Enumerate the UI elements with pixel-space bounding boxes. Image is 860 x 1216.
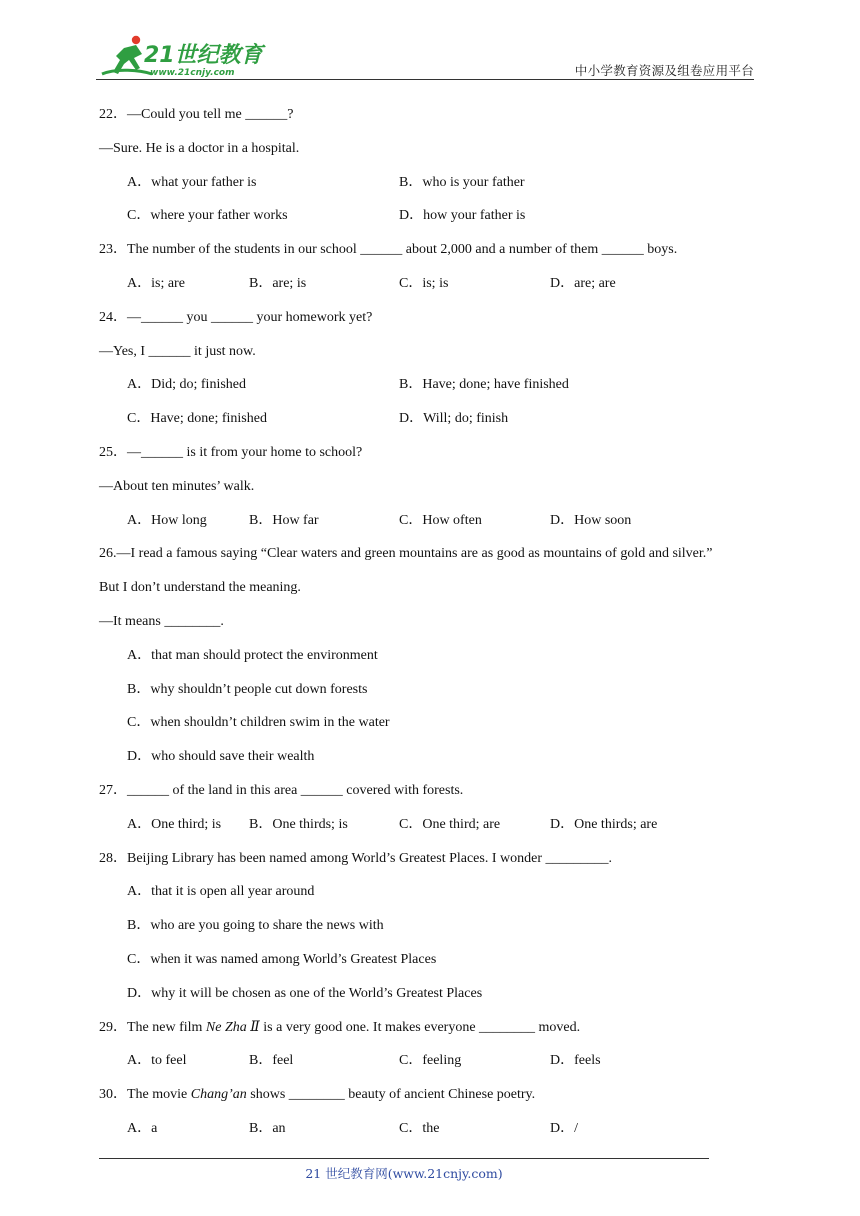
question-stem: 28．Beijing Library has been named among World’s Greatest Places. I wonder _________. xyxy=(99,850,612,866)
question-stem: —It means ________. xyxy=(99,613,224,629)
answer-option[interactable]: A．to feel xyxy=(127,1053,187,1069)
stem-text: is a very good one. It makes everyone ________ moved. xyxy=(259,1019,581,1035)
question-stem: 22．—Could you tell me ______? xyxy=(99,107,294,122)
answer-option[interactable]: D．how your father is xyxy=(399,208,526,224)
options-row xyxy=(99,913,789,947)
options-row xyxy=(99,271,789,305)
answer-option[interactable]: A．Did; do; finished xyxy=(127,377,246,393)
answer-option[interactable]: C．feeling xyxy=(399,1053,462,1069)
title-italic: Ne Zha Ⅱ xyxy=(205,1019,260,1035)
question-stem: 26.—I read a famous saying “Clear waters and green mountains are as good as mountains of gold and silver.” xyxy=(99,546,713,562)
options-row xyxy=(99,947,789,981)
options-row xyxy=(99,203,789,237)
answer-option[interactable]: D．why it will be chosen as one of the World’s Greatest Places xyxy=(127,985,483,1001)
options-row xyxy=(99,1048,789,1082)
question-q29 xyxy=(99,1015,789,1083)
answer-option[interactable]: C．Have; done; finished xyxy=(127,411,267,427)
question-stem: 25．—______ is it from your home to school? xyxy=(99,444,363,460)
options-row xyxy=(99,879,789,913)
logo-text: 21世纪教育 xyxy=(144,43,263,68)
answer-option[interactable]: A．is; are xyxy=(127,275,185,291)
stem-text: 29．The new film xyxy=(99,1019,206,1035)
options-row xyxy=(99,1116,789,1150)
answer-option[interactable]: D．How soon xyxy=(550,512,632,528)
answer-option[interactable]: D．One thirds; are xyxy=(550,816,658,832)
answer-option[interactable]: C．the xyxy=(399,1120,440,1136)
answer-option[interactable]: A．a xyxy=(127,1120,158,1136)
answer-option[interactable]: D．who should save their wealth xyxy=(127,749,315,765)
answer-option[interactable]: B．who are you going to share the news with xyxy=(127,918,384,934)
answer-option[interactable]: B．How far xyxy=(249,512,319,528)
options-row xyxy=(99,710,789,744)
answer-option[interactable]: C．is; is xyxy=(399,275,449,291)
answer-option[interactable]: C．One third; are xyxy=(399,816,501,832)
question-q25 xyxy=(99,440,789,541)
question-stem xyxy=(99,1082,789,1116)
options-row xyxy=(99,170,789,204)
footer-divider xyxy=(99,1158,709,1159)
answer-option[interactable]: A．that man should protect the environment xyxy=(127,647,378,663)
options-row xyxy=(99,372,789,406)
answer-option[interactable]: C．when shouldn’t children swim in the water xyxy=(127,715,390,731)
options-row xyxy=(99,812,789,846)
title-italic: Chang’an xyxy=(190,1087,247,1103)
answer-option[interactable]: B．why shouldn’t people cut down forests xyxy=(127,681,368,697)
options-row xyxy=(99,406,789,440)
footer-link[interactable]: 21 世纪教育网(www.21cnjy.com) xyxy=(305,1166,503,1181)
logo-url: www.21cnjy.com xyxy=(150,68,235,78)
answer-option[interactable]: B．an xyxy=(249,1120,286,1136)
question-q28 xyxy=(99,846,789,1015)
options-row xyxy=(99,677,789,711)
question-stem xyxy=(99,1015,789,1049)
answer-option[interactable]: B．are; is xyxy=(249,275,307,291)
answer-option[interactable]: C．when it was named among World’s Greatest Places xyxy=(127,951,437,967)
answer-option[interactable]: A．that it is open all year around xyxy=(127,884,315,900)
options-row xyxy=(99,744,789,778)
question-q27 xyxy=(99,778,789,846)
answer-option[interactable]: D．Will; do; finish xyxy=(399,411,509,427)
question-q23 xyxy=(99,237,789,305)
answer-option[interactable]: B．Have; done; have finished xyxy=(399,377,569,393)
options-row xyxy=(99,981,789,1015)
question-list xyxy=(99,102,789,1150)
answer-option[interactable]: B．who is your father xyxy=(399,174,525,190)
answer-option[interactable]: C．How often xyxy=(399,512,482,528)
platform-title: 中小学教育资源及组卷应用平台 xyxy=(574,63,754,78)
answer-option[interactable]: C．where your father works xyxy=(127,208,288,224)
options-row xyxy=(99,643,789,677)
stem-text: shows ________ beauty of ancient Chinese poetry. xyxy=(246,1087,536,1103)
question-q24 xyxy=(99,305,789,440)
question-q22 xyxy=(99,102,789,237)
answer-option[interactable]: B．feel xyxy=(249,1053,294,1069)
question-stem: —About ten minutes’ walk. xyxy=(99,478,255,494)
question-stem: —Sure. He is a doctor in a hospital. xyxy=(99,140,300,156)
answer-option[interactable]: B．One thirds; is xyxy=(249,816,348,832)
answer-option[interactable]: A．One third; is xyxy=(127,816,222,832)
site-logo xyxy=(96,34,266,80)
question-q26 xyxy=(99,541,789,778)
question-stem: —Yes, I ______ it just now. xyxy=(99,343,256,359)
answer-option[interactable]: A．what your father is xyxy=(127,174,257,190)
question-stem: 24．—______ you ______ your homework yet? xyxy=(99,309,373,325)
question-stem: But I don’t understand the meaning. xyxy=(99,580,301,596)
question-q30 xyxy=(99,1082,789,1150)
question-stem: 23．The number of the students in our school ______ about 2,000 and a number of them ______ boys. xyxy=(99,242,678,258)
options-row xyxy=(99,508,789,542)
header-divider xyxy=(96,79,754,80)
answer-option[interactable]: D．/ xyxy=(550,1120,578,1136)
answer-option[interactable]: D．are; are xyxy=(550,275,616,291)
stem-text: 30．The movie xyxy=(99,1087,191,1103)
answer-option[interactable]: D．feels xyxy=(550,1053,601,1069)
question-stem: 27．______ of the land in this area ______ covered with forests. xyxy=(99,782,464,798)
answer-option[interactable]: A．How long xyxy=(127,512,207,528)
